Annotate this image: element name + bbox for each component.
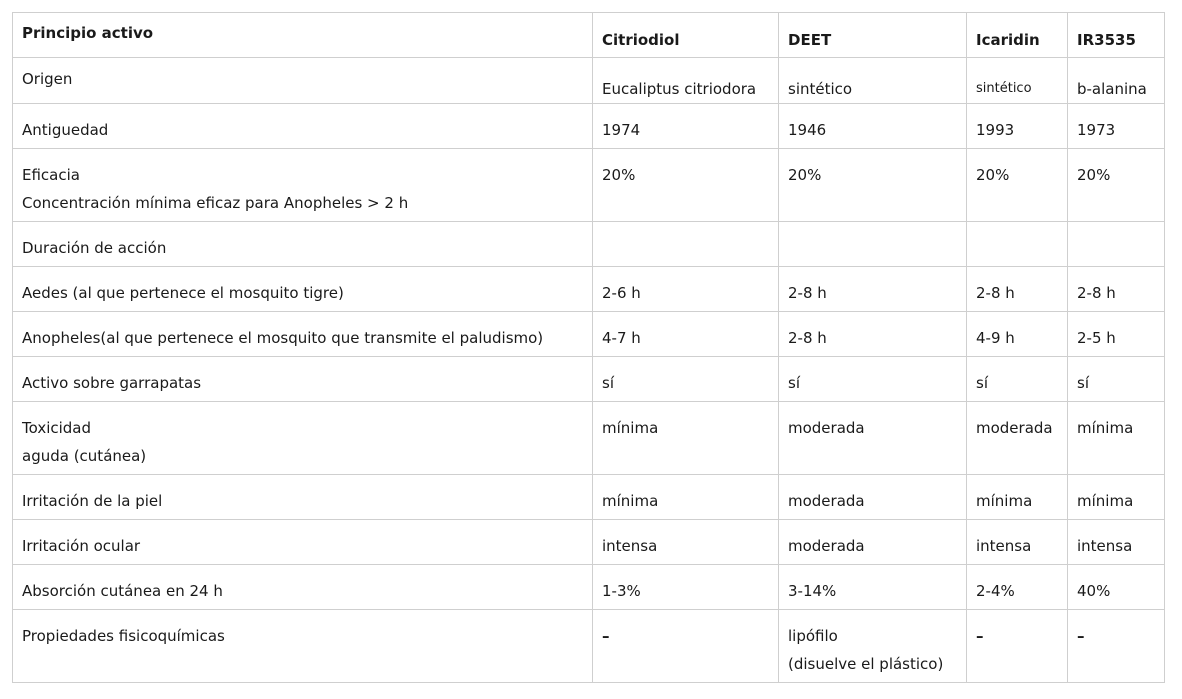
cell-absorcion-cutanea-citriodiol — [593, 565, 779, 610]
cell-value: 4-9 h — [976, 329, 1015, 347]
row-label-line: Antiguedad — [22, 121, 109, 139]
cell-aedes-icaridin — [967, 267, 1068, 312]
cell-value: sintético — [976, 81, 1032, 96]
cell-value: 4-7 h — [602, 329, 641, 347]
cell-antiguedad-ir3535 — [1068, 104, 1165, 149]
cell-activo-sobre-garrapatas-ir3535 — [1068, 357, 1165, 402]
cell-value: 2-8 h — [1077, 284, 1116, 302]
header-cell-ir3535: IR3535 — [1068, 13, 1165, 58]
cell-anopheles-citriodiol — [593, 312, 779, 357]
cell-value: sí — [1077, 374, 1089, 392]
row-label-line: Irritación ocular — [22, 537, 141, 555]
row-label-line: Toxicidad — [22, 419, 92, 437]
row-label-duracion-de-accion — [13, 222, 593, 267]
cell-eficacia-deet — [779, 149, 967, 222]
row-label-antiguedad — [13, 104, 593, 149]
table-row-duracion-de-accion — [13, 222, 1165, 267]
cell-absorcion-cutanea-ir3535 — [1068, 565, 1165, 610]
cell-value: sintético — [788, 80, 853, 98]
cell-value: moderada — [788, 537, 865, 555]
cell-value: mínima — [602, 419, 659, 437]
cell-value: 1-3% — [602, 582, 641, 600]
cell-value: – — [1077, 627, 1085, 645]
cell-value: 2-8 h — [788, 329, 827, 347]
cell-irritacion-ocular-citriodiol — [593, 520, 779, 565]
cell-activo-sobre-garrapatas-citriodiol — [593, 357, 779, 402]
cell-value: mínima — [1077, 492, 1134, 510]
cell-propiedades-fisicoquimicas-ir3535 — [1068, 610, 1165, 683]
cell-aedes-ir3535 — [1068, 267, 1165, 312]
row-label-line: Duración de acción — [22, 239, 167, 257]
row-label-line: Aedes (al que pertenece el mosquito tigre) — [22, 284, 344, 302]
table-row-aedes — [13, 267, 1165, 312]
table-row-propiedades-fisicoquimicas — [13, 610, 1165, 683]
cell-activo-sobre-garrapatas-icaridin — [967, 357, 1068, 402]
cell-origen-citriodiol — [593, 58, 779, 104]
row-label-line: Irritación de la piel — [22, 492, 163, 510]
table-row-anopheles — [13, 312, 1165, 357]
header-row — [13, 13, 1165, 58]
repellent-comparison-table — [12, 12, 1165, 683]
row-label-line: Eficacia — [22, 166, 80, 184]
row-label-line: Concentración mínima eficaz para Anopheles > 2 h — [22, 194, 409, 212]
cell-irritacion-piel-deet — [779, 475, 967, 520]
cell-duracion-de-accion-citriodiol — [593, 222, 779, 267]
row-label-eficacia — [13, 149, 593, 222]
cell-value: (disuelve el plástico) — [788, 655, 944, 673]
cell-value: mínima — [1077, 419, 1134, 437]
cell-value: intensa — [1077, 537, 1133, 555]
row-label-irritacion-piel — [13, 475, 593, 520]
row-label-anopheles — [13, 312, 593, 357]
cell-value: 2-5 h — [1077, 329, 1116, 347]
cell-eficacia-citriodiol — [593, 149, 779, 222]
table-row-absorcion-cutanea — [13, 565, 1165, 610]
header-cell-icaridin: Icaridin — [967, 13, 1068, 58]
cell-value: 1946 — [788, 121, 827, 139]
cell-value: 1973 — [1077, 121, 1116, 139]
cell-eficacia-icaridin — [967, 149, 1068, 222]
row-label-line: Absorción cutánea en 24 h — [22, 582, 223, 600]
cell-aedes-deet — [779, 267, 967, 312]
row-label-absorcion-cutanea — [13, 565, 593, 610]
cell-anopheles-deet — [779, 312, 967, 357]
row-label-origen — [13, 58, 593, 104]
header-cell-principio-activo: Principio activo — [13, 13, 593, 58]
header-cell-citriodiol: Citriodiol — [593, 13, 779, 58]
cell-propiedades-fisicoquimicas-icaridin — [967, 610, 1068, 683]
cell-aedes-citriodiol — [593, 267, 779, 312]
cell-origen-deet — [779, 58, 967, 104]
cell-propiedades-fisicoquimicas-deet — [779, 610, 967, 683]
cell-value: 20% — [788, 166, 822, 184]
cell-antiguedad-icaridin — [967, 104, 1068, 149]
table-row-irritacion-ocular — [13, 520, 1165, 565]
cell-value: 2-8 h — [976, 284, 1015, 302]
cell-value: mínima — [976, 492, 1033, 510]
cell-absorcion-cutanea-deet — [779, 565, 967, 610]
row-label-line: aguda (cutánea) — [22, 447, 147, 465]
row-label-activo-sobre-garrapatas — [13, 357, 593, 402]
header-cell-deet: DEET — [779, 13, 967, 58]
cell-toxicidad-ir3535 — [1068, 402, 1165, 475]
cell-value: 2-6 h — [602, 284, 641, 302]
cell-value: 2-4% — [976, 582, 1015, 600]
cell-value: b-alanina — [1077, 80, 1147, 98]
cell-propiedades-fisicoquimicas-citriodiol — [593, 610, 779, 683]
cell-value: 20% — [1077, 166, 1111, 184]
cell-value: intensa — [976, 537, 1032, 555]
row-label-irritacion-ocular — [13, 520, 593, 565]
cell-antiguedad-citriodiol — [593, 104, 779, 149]
cell-value: mínima — [602, 492, 659, 510]
cell-value: lipófilo — [788, 627, 838, 645]
cell-origen-icaridin — [967, 58, 1068, 104]
table-row-origen — [13, 58, 1165, 104]
cell-toxicidad-citriodiol — [593, 402, 779, 475]
table-row-toxicidad — [13, 402, 1165, 475]
cell-toxicidad-deet — [779, 402, 967, 475]
cell-value: 20% — [976, 166, 1010, 184]
cell-irritacion-piel-icaridin — [967, 475, 1068, 520]
cell-irritacion-piel-ir3535 — [1068, 475, 1165, 520]
table-row-eficacia — [13, 149, 1165, 222]
row-label-toxicidad — [13, 402, 593, 475]
table-row-irritacion-piel — [13, 475, 1165, 520]
cell-value: 20% — [602, 166, 636, 184]
cell-antiguedad-deet — [779, 104, 967, 149]
cell-activo-sobre-garrapatas-deet — [779, 357, 967, 402]
cell-anopheles-ir3535 — [1068, 312, 1165, 357]
cell-value: 1974 — [602, 121, 641, 139]
cell-duracion-de-accion-deet — [779, 222, 967, 267]
cell-anopheles-icaridin — [967, 312, 1068, 357]
cell-value: – — [602, 627, 610, 645]
cell-duracion-de-accion-icaridin — [967, 222, 1068, 267]
cell-irritacion-ocular-icaridin — [967, 520, 1068, 565]
row-label-propiedades-fisicoquimicas — [13, 610, 593, 683]
row-label-line: Activo sobre garrapatas — [22, 374, 202, 392]
cell-irritacion-piel-citriodiol — [593, 475, 779, 520]
cell-value: moderada — [976, 419, 1053, 437]
cell-absorcion-cutanea-icaridin — [967, 565, 1068, 610]
table-row-activo-sobre-garrapatas — [13, 357, 1165, 402]
cell-irritacion-ocular-deet — [779, 520, 967, 565]
cell-irritacion-ocular-ir3535 — [1068, 520, 1165, 565]
cell-value: 3-14% — [788, 582, 837, 600]
cell-value: sí — [602, 374, 614, 392]
cell-value: 1993 — [976, 121, 1015, 139]
cell-eficacia-ir3535 — [1068, 149, 1165, 222]
cell-toxicidad-icaridin — [967, 402, 1068, 475]
cell-value: intensa — [602, 537, 658, 555]
cell-value: sí — [788, 374, 800, 392]
cell-origen-ir3535 — [1068, 58, 1165, 104]
row-label-line: Origen — [22, 70, 73, 88]
cell-value: sí — [976, 374, 988, 392]
table-row-antiguedad — [13, 104, 1165, 149]
row-label-aedes — [13, 267, 593, 312]
cell-value: 2-8 h — [788, 284, 827, 302]
row-label-line: Anopheles(al que pertenece el mosquito que transmite el paludismo) — [22, 329, 544, 347]
cell-value: Eucaliptus citriodora — [602, 80, 757, 98]
cell-duracion-de-accion-ir3535 — [1068, 222, 1165, 267]
cell-value: 40% — [1077, 582, 1111, 600]
row-label-line: Propiedades fisicoquímicas — [22, 627, 225, 645]
cell-value: moderada — [788, 492, 865, 510]
cell-value: – — [976, 627, 984, 645]
cell-value: moderada — [788, 419, 865, 437]
